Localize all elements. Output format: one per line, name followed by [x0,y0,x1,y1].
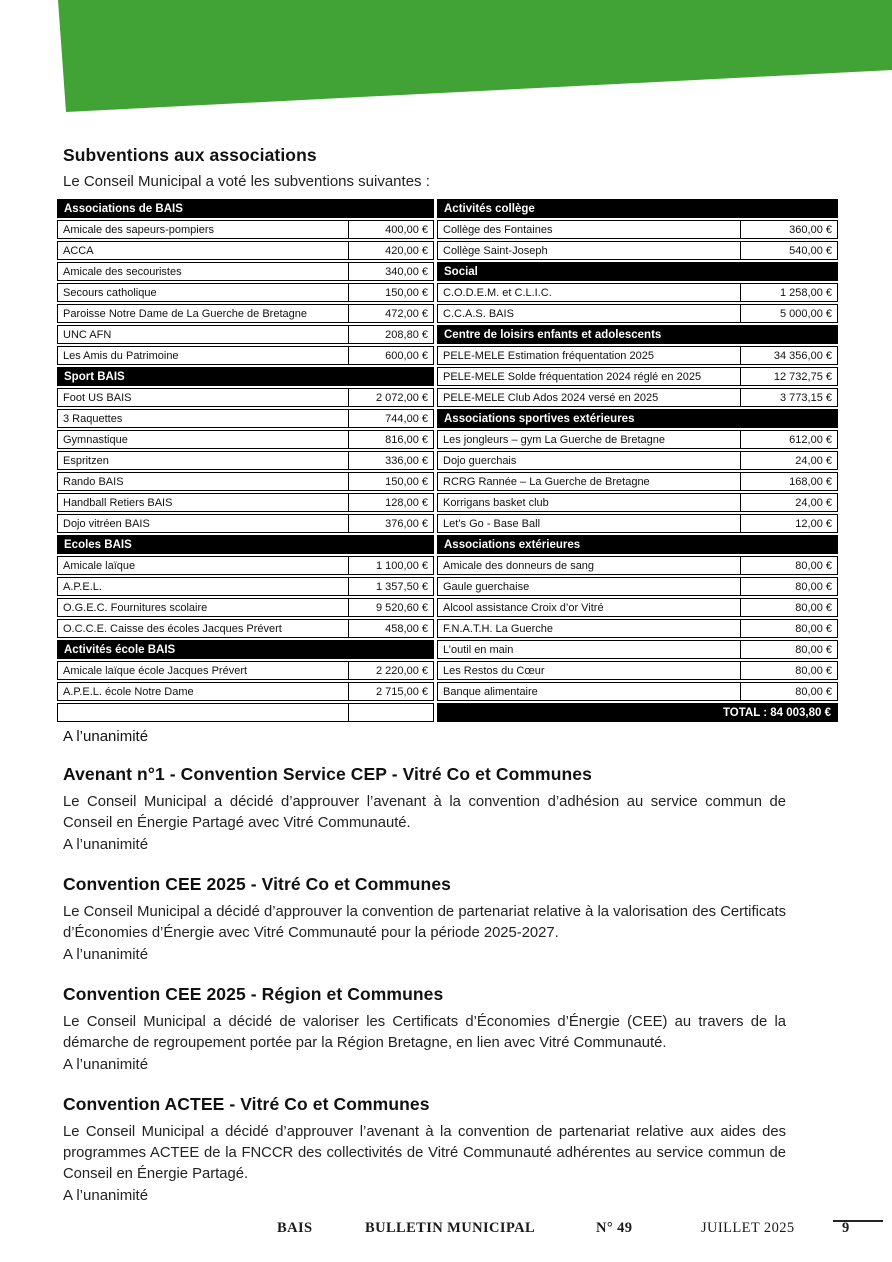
subsidy-amount: 816,00 € [348,430,434,449]
table-row [437,514,838,533]
table-row [437,220,838,239]
association-name: O.G.E.C. Fournitures scolaire [57,598,349,617]
association-name: O.C.C.E. Caisse des écoles Jacques Prévert [57,619,349,638]
association-name: PELE-MELE Solde fréquentation 2024 réglé en 2025 [437,367,741,386]
table-section-header-label: Associations extérieures [437,535,838,554]
section-heading: Convention CEE 2025 - Vitré Co et Communes [63,874,451,894]
footer-commune: BAIS [277,1220,313,1236]
table-left-column [57,199,434,722]
subsidy-amount: 472,00 € [348,304,434,323]
association-name: Paroisse Notre Dame de La Guerche de Bretagne [57,304,349,323]
association-name: F.N.A.T.H. La Guerche [437,619,741,638]
table-row [57,283,434,302]
page-content [57,145,838,1206]
decision-section [57,984,838,1075]
association-name: Let’s Go - Base Ball [437,514,741,533]
subsidy-amount: 9 520,60 € [348,598,434,617]
association-name: UNC AFN [57,325,349,344]
subsidy-amount: 24,00 € [740,451,838,470]
subsidy-amount: 340,00 € [348,262,434,281]
association-name: A.P.E.L. [57,577,349,596]
table-row [437,241,838,260]
association-name: Secours catholique [57,283,349,302]
subsidy-amount: 80,00 € [740,598,838,617]
vote-result: A l’unanimité [63,1187,149,1204]
table-row [437,556,838,575]
footer-page-number: 9 [842,1220,850,1236]
table-section-header-label: Social [437,262,838,281]
association-name: Alcool assistance Croix d’or Vitré [437,598,741,617]
association-name: Korrigans basket club [437,493,741,512]
decision-section [57,1094,838,1206]
table-row [57,388,434,407]
table-empty-row [57,703,434,722]
subsidy-amount: 34 356,00 € [740,346,838,365]
section-heading: Convention ACTEE - Vitré Co et Communes [63,1094,430,1114]
association-name: Dojo vitréen BAIS [57,514,349,533]
subsidy-amount: 150,00 € [348,472,434,491]
table-right-column [437,199,838,722]
subsidy-amount: 336,00 € [348,451,434,470]
subsidy-amount: 400,00 € [348,220,434,239]
table-row [437,493,838,512]
table-section-header-label: Centre de loisirs enfants et adolescents [437,325,838,344]
section-body-text: Le Conseil Municipal a décidé d’approuver l’avenant à la convention d’adhésion au service commun de Conseil en Énergie Partagé avec Vitré Communauté. [63,794,786,831]
table-row [57,598,434,617]
subsidy-amount: 5 000,00 € [740,304,838,323]
subsidy-amount: 3 773,15 € [740,388,838,407]
association-name: PELE-MELE Estimation fréquentation 2025 [437,346,741,365]
table-row [57,451,434,470]
table-row [437,388,838,407]
subsidy-amount [348,703,434,722]
table-row [57,241,434,260]
subsidies-table [57,199,838,722]
section-heading: Convention CEE 2025 - Région et Communes [63,984,444,1004]
table-section-header-label: Associations de BAIS [57,199,434,218]
subsidy-amount: 2 715,00 € [348,682,434,701]
section-body-text: Le Conseil Municipal a décidé de valoriser les Certificats d’Économies d’Énergie (CEE) au travers de la démarche de regroupement portée par la Région Bretagne, en lien avec Vitré Communauté. [63,1014,786,1051]
vote-result: A l’unanimité [63,946,149,963]
subsidy-amount: 128,00 € [348,493,434,512]
subsidy-amount: 80,00 € [740,682,838,701]
decision-sections [57,764,838,1206]
subsidy-amount: 12,00 € [740,514,838,533]
table-row [57,220,434,239]
table-section-header-label: Activités collège [437,199,838,218]
association-name: Collège des Fontaines [437,220,741,239]
association-name: Gymnastique [57,430,349,449]
subsidy-amount: 744,00 € [348,409,434,428]
table-row [57,493,434,512]
table-row [57,409,434,428]
vote-result: A l’unanimité [63,836,149,853]
association-name: Les jongleurs – gym La Guerche de Bretagne [437,430,741,449]
table-row [57,262,434,281]
subsidy-amount: 360,00 € [740,220,838,239]
footer-issue-number: N° 49 [596,1220,633,1236]
association-name: Collège Saint-Joseph [437,241,741,260]
association-name: Amicale laïque école Jacques Prévert [57,661,349,680]
association-name: C.O.D.E.M. et C.L.I.C. [437,283,741,302]
table-row [57,325,434,344]
table-row [437,451,838,470]
table-row [437,430,838,449]
association-name: 3 Raquettes [57,409,349,428]
subsidy-amount: 458,00 € [348,619,434,638]
association-name: Amicale laïque [57,556,349,575]
table-row [437,682,838,701]
table-section-header-label: Associations sportives extérieures [437,409,838,428]
subsidy-amount: 24,00 € [740,493,838,512]
subsidy-amount: 80,00 € [740,619,838,638]
association-name: RCRG Rannée – La Guerche de Bretagne [437,472,741,491]
decision-section [57,764,838,855]
association-name: Banque alimentaire [437,682,741,701]
table-row [57,472,434,491]
table-section-header [57,199,434,218]
intro-text: Le Conseil Municipal a voté les subventions suivantes : [63,173,430,190]
association-name: Amicale des donneurs de sang [437,556,741,575]
table-row [57,556,434,575]
table-row [437,577,838,596]
section-heading: Avenant n°1 - Convention Service CEP - Vitré Co et Communes [63,764,592,784]
table-row [57,514,434,533]
table-section-header-label: Ecoles BAIS [57,535,434,554]
subsidy-amount: 80,00 € [740,640,838,659]
subsidy-amount: 80,00 € [740,661,838,680]
vote-result: A l’unanimité [63,1056,149,1073]
footer-bulletin-title: BULLETIN MUNICIPAL [365,1220,536,1236]
subsidy-amount: 2 072,00 € [348,388,434,407]
table-section-header [437,535,838,554]
table-section-header-label: Activités école BAIS [57,640,434,659]
table-row [57,619,434,638]
table-row [437,304,838,323]
association-name: Amicale des secouristes [57,262,349,281]
subsidy-amount: 376,00 € [348,514,434,533]
subsidy-amount: 1 258,00 € [740,283,838,302]
section-body-text: Le Conseil Municipal a décidé d’approuver la convention de partenariat relative à la valorisation des Certificats d’Économies d’Énergie avec Vitré Communauté pour la période 2025-2027. [63,904,786,941]
subsidy-amount: 150,00 € [348,283,434,302]
section-body-text: Le Conseil Municipal a décidé d’approuver l’avenant à la convention de partenariat relative aux aides des programmes ACTEE de la FNCCR des collectivités de Vitré Communauté adhérentes au service commun de Conseil en Énergie Partagé. [63,1124,786,1182]
association-name: Dojo guerchais [437,451,741,470]
table-section-header [57,535,434,554]
association-name: A.P.E.L. école Notre Dame [57,682,349,701]
subsidy-amount: 540,00 € [740,241,838,260]
vote-result: A l’unanimité [63,728,149,745]
association-name: Gaule guerchaise [437,577,741,596]
subsidy-amount: 208,80 € [348,325,434,344]
page-footer [0,1220,892,1250]
subsidy-amount: 168,00 € [740,472,838,491]
table-section-header [437,409,838,428]
subsidy-amount: 12 732,75 € [740,367,838,386]
association-name: C.C.A.S. BAIS [437,304,741,323]
subsidy-amount: 80,00 € [740,556,838,575]
table-section-header-label: Sport BAIS [57,367,434,386]
table-row [57,304,434,323]
subsidy-amount: 612,00 € [740,430,838,449]
footer-date: JUILLET 2025 [701,1220,795,1236]
table-total-row [437,703,838,722]
table-row [437,640,838,659]
association-name: L’outil en main [437,640,741,659]
association-name: Amicale des sapeurs-pompiers [57,220,349,239]
footer-page-rule [833,1220,883,1222]
subsidy-amount: 2 220,00 € [348,661,434,680]
subsidy-amount: 1 357,50 € [348,577,434,596]
green-header-banner [0,0,892,122]
table-row [57,577,434,596]
subsidy-amount: 80,00 € [740,577,838,596]
table-row [57,661,434,680]
table-row [437,283,838,302]
table-section-header [437,199,838,218]
association-name: Foot US BAIS [57,388,349,407]
table-row [437,367,838,386]
table-section-header [57,640,434,659]
decision-section [57,874,838,965]
table-row [57,430,434,449]
subsidy-amount: 420,00 € [348,241,434,260]
subsidy-amount: 1 100,00 € [348,556,434,575]
association-name: Handball Retiers BAIS [57,493,349,512]
association-name: Les Amis du Patrimoine [57,346,349,365]
table-row [437,619,838,638]
table-section-header [437,262,838,281]
subsidy-amount: 600,00 € [348,346,434,365]
association-name [57,703,349,722]
association-name: Rando BAIS [57,472,349,491]
association-name: ACCA [57,241,349,260]
table-section-header [437,325,838,344]
table-row [57,346,434,365]
association-name: PELE-MELE Club Ados 2024 versé en 2025 [437,388,741,407]
association-name: Espritzen [57,451,349,470]
table-row [437,661,838,680]
table-row [437,598,838,617]
table-section-header [57,367,434,386]
table-total-label: TOTAL : 84 003,80 € [437,703,838,722]
table-row [437,346,838,365]
table-row [437,472,838,491]
association-name: Les Restos du Cœur [437,661,741,680]
table-row [57,682,434,701]
page-title: Subventions aux associations [63,145,317,165]
